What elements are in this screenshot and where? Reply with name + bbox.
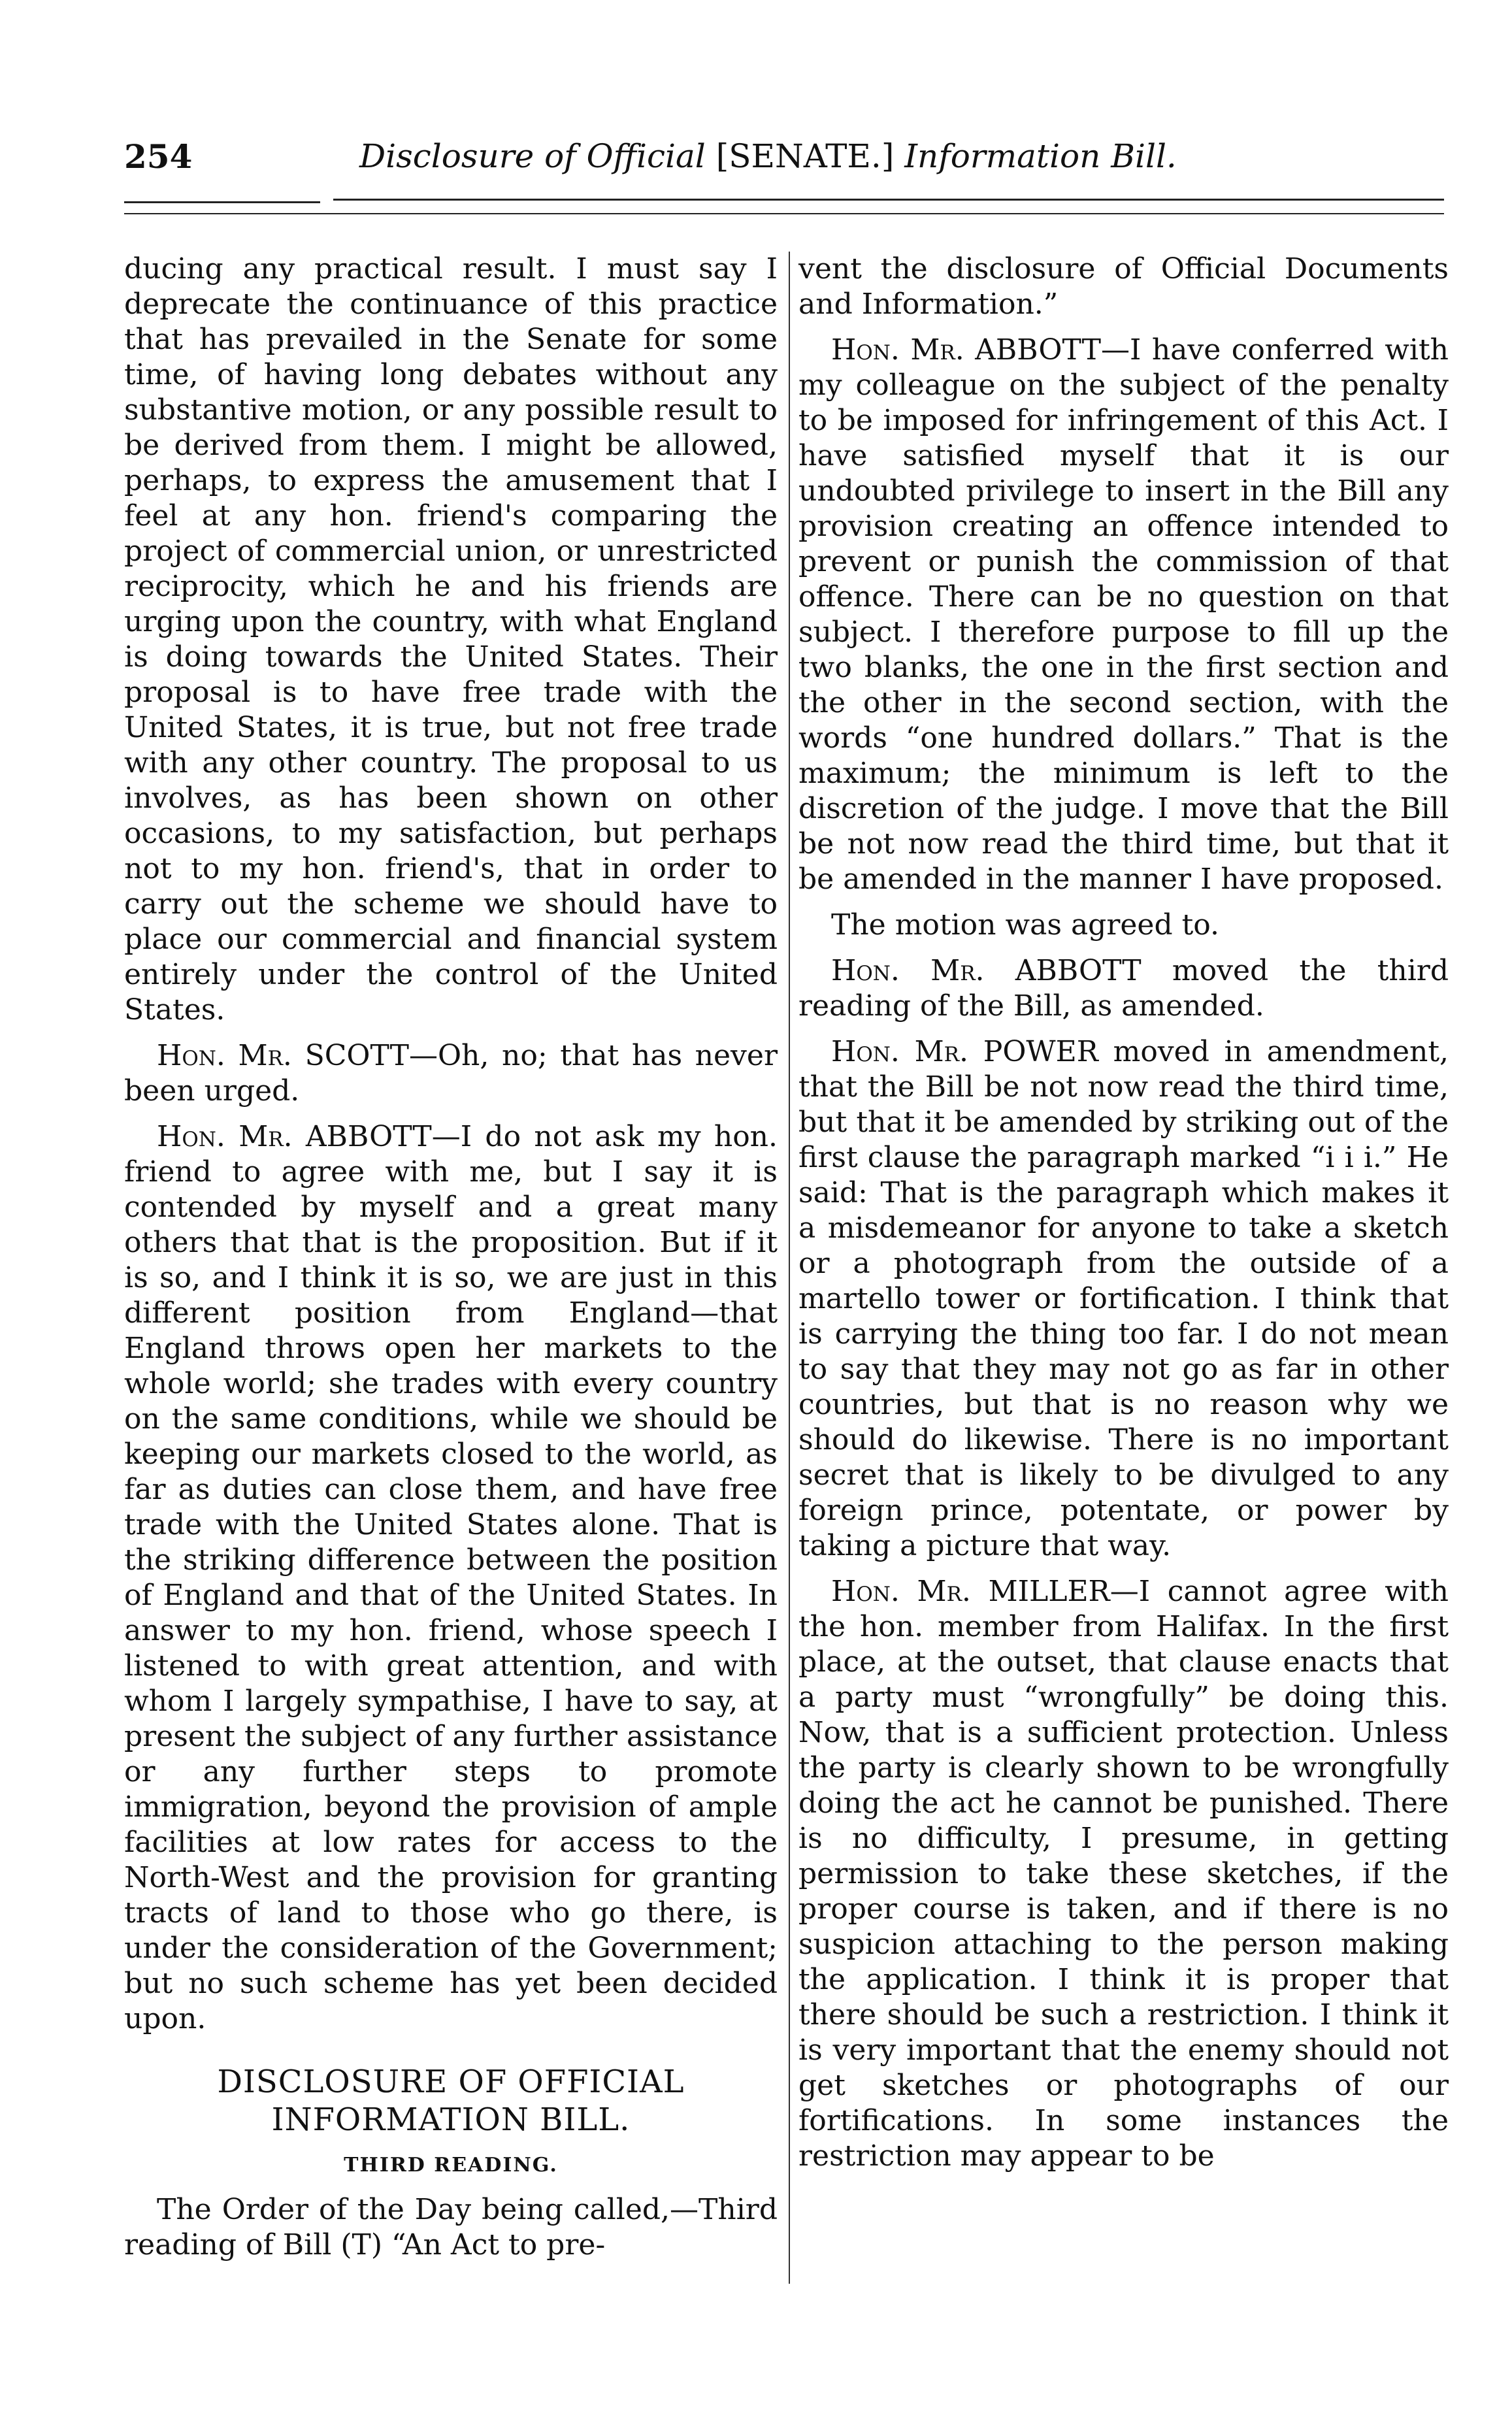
speech-text: —Oh, no; that has never been urged. (124, 1039, 778, 1108)
header-rule-right (333, 199, 1444, 201)
right-paragraph-4 (798, 953, 1449, 1024)
speech-text: moved the third reading of the Bill, as amended. (798, 954, 1449, 1023)
right-paragraph-3: The motion was agreed to. (831, 908, 1219, 942)
section-heading: DISCLOSURE OF OFFICIAL INFORMATION BILL. (217, 2064, 685, 2138)
left-paragraph-1: ducing any practical result. I must say I deprecate the continuance of this practice that has prevailed in the Senate for some time, of having long debates without any substantive motion, or any possible result to be derived from them. I might be allowed, perhaps, to express the amusement that I feel at any hon. friend's comparing the project of commercial union, or unrestricted reciprocity, which he and his friends are urging upon the country, with what England is doing towards the United States. Their proposal is to have free trade with the United States, it is true, but not free trade with any other country. The proposal to us involves, as has been shown on other occasions, to my satisfaction, but perhaps not to my hon. friend's, that in order to carry out the scheme we should have to place our commercial and financial system entirely under the control of the United States. (124, 252, 778, 1027)
running-head-right: Information Bill. (904, 137, 1177, 175)
speaker-name: Hon. Mr. POWER (831, 1035, 1098, 1068)
speaker-name: Hon. Mr. ABBOTT (831, 954, 1142, 987)
running-head (359, 137, 1177, 175)
speaker-name: Hon. Mr. ABBOTT (831, 333, 1101, 367)
right-paragraph-1: vent the disclosure of Official Documents and Information.” (798, 252, 1449, 321)
speech-text: moved in amendment, that the Bill be not now read the third time, but that it be amended by striking out of the first clause the paragraph marked “i i i.” He said: That is the paragraph which makes it a misdemeanor for anyone to take a sketch or a photograph from the outside of a martello tower or fortification. I think that is carrying the thing too far. I do not mean to say that they may not go as far in other countries, but that is no reason why we should do likewise. There is no important secret that is likely to be divulged to any foreign prince, potentate, or power by taking a picture that way. (798, 1035, 1449, 1562)
left-paragraph-2 (124, 1038, 778, 1109)
page-number: 254 (124, 137, 193, 176)
speech-text: —I do not ask my hon. friend to agree with me, but I say it is contended by myself and a great many others that that is the proposition. But if it is so, and I think it is so, we are just in this different position from England—that England throws open her markets to the whole world; she trades with every country on the same conditions, while we should be keeping our markets closed to the world, as far as duties can close them, and have free trade with the United States alone. That is the striking difference between the position of England and that of the United States. In answer to my hon. friend, whose speech I listened to with great attention, and with whom I largely sympathise, I have to say, at present the subject of any further assistance or any further steps to promote immigration, beyond the provision of ample facilities at low rates for access to the North-West and the provision for granting tracts of land to those who go there, is under the consideration of the Government; but no such scheme has yet been decided upon. (124, 1120, 778, 2035)
left-paragraph-4: The Order of the Day being called,—Third reading of Bill (T) “An Act to pre- (124, 2193, 778, 2262)
right-paragraph-5 (798, 1034, 1449, 1564)
column-divider (789, 252, 790, 2284)
speaker-name: Hon. Mr. SCOTT (157, 1039, 409, 1072)
running-head-left: Disclosure of Official (359, 137, 706, 175)
speech-text: —I have conferred with my colleague on the subject of the penalty to be imposed for infringement of this Act. I have satisfied myself that it is our undoubted privilege to insert in the Bill any provision creating an offence intended to prevent or punish the commission of that offence. There can be no question on that subject. I therefore purpose to fill up the two blanks, the one in the first section and the other in the second section, with the words “one hundred dollars.” That is the maximum; the minimum is left to the discretion of the judge. I move that the Bill be not now read the third time, but that it be amended in the manner I have proposed. (798, 333, 1449, 896)
running-head-mid: [SENATE.] (715, 137, 895, 175)
right-column (798, 252, 1449, 2184)
page-header (124, 137, 1444, 189)
left-column (124, 252, 778, 2273)
section-subheading: THIRD READING. (344, 2154, 558, 2177)
speech-text: —I cannot agree with the hon. member from Halifax. In the first place, at the outset, that clause enacts that a party must “wrongfully” be doing this. Now, that is a sufficient protection. Unless the party is clearly shown to be wrongfully doing the act he cannot be punished. There is no difficulty, I presume, in getting permission to take these sketches, if the proper course is taken, and if there is no suspicion attaching to the person making the application. I think it is proper that there should be such a restriction. I think it is very important that the enemy should not get sketches or photographs of our fortifications. In some instances the restriction may appear to be (798, 1575, 1449, 2173)
right-paragraph-2 (798, 333, 1449, 897)
header-rule-left (124, 201, 320, 203)
left-paragraph-3 (124, 1119, 778, 2037)
right-paragraph-6 (798, 1574, 1449, 2174)
speaker-name: Hon. Mr. MILLER (831, 1575, 1110, 1608)
speaker-name: Hon. Mr. ABBOTT (157, 1120, 432, 1153)
header-rule-lower (124, 213, 1444, 214)
